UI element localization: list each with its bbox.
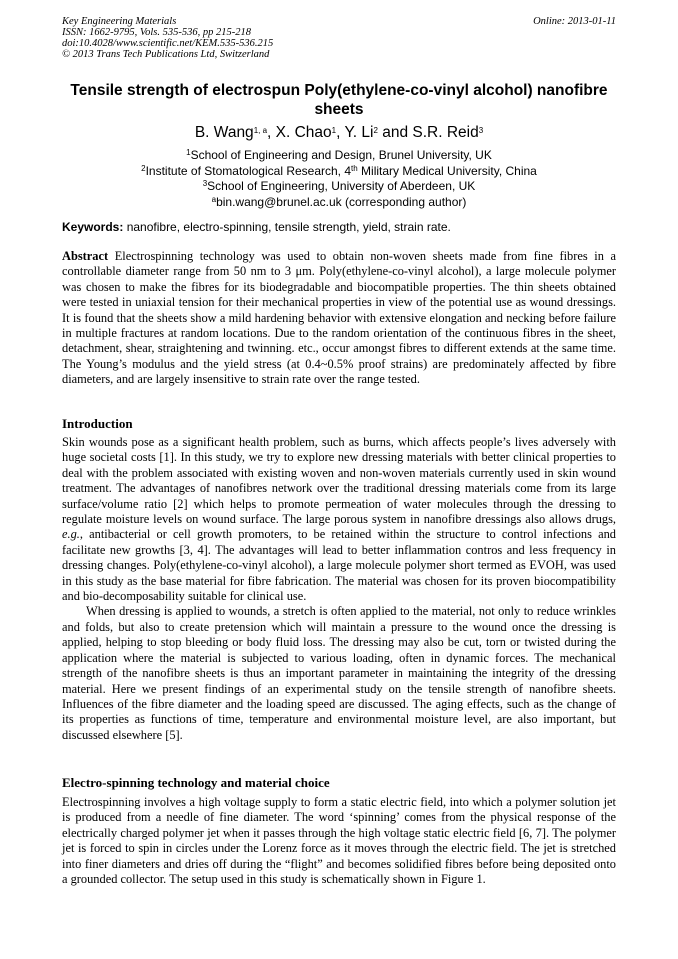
affiliation-sup: 2 (141, 163, 146, 173)
affiliations (62, 148, 616, 210)
electrospinning-body (62, 795, 616, 887)
affiliation-sup: 3 (202, 179, 208, 188)
author-name: B. Wang (194, 124, 254, 141)
online-date: Online: 2013-01-11 (533, 16, 616, 27)
paragraph-italic: e.g. (62, 527, 80, 542)
affiliation-2 (62, 164, 616, 180)
author-sup: 1 (331, 126, 337, 135)
author-name: and S.R. Reid (377, 124, 479, 141)
affiliation-3 (62, 179, 616, 195)
abstract-label: Abstract (62, 249, 109, 263)
corresponding-email (62, 195, 616, 211)
paragraph-text: , antibacterial or cell growth promoters, to be retained within the structure to control infections and facilitate new growths [3, 4]. The advantages will lead to better inflammation contros and less frequency in dressing changes. Poly(ethylene-co-vinyl alcohol), a large molecule polymer short termed as EVOH, was used in this study as the base material for fibre fabrication. The material was chosen for its proven biocompatibility and bio-decomposability suitable for clinical use. (62, 527, 616, 604)
affiliation-text: Institute of Stomatological Research, 4 (145, 163, 352, 178)
paragraph (62, 435, 616, 604)
affiliation-text: Military Medical University, China (357, 163, 537, 178)
issn-line: ISSN: 1662-9795, Vols. 535-536, pp 215-218 (62, 27, 251, 38)
affiliation-sup: 1 (186, 148, 191, 157)
paper-title: Tensile strength of electrospun Poly(ethylene-co-vinyl alcohol) nanofibre sheets (70, 82, 608, 118)
affiliation-1 (62, 148, 616, 164)
author-sup: 1, a (253, 126, 268, 135)
abstract-text: Electrospinning technology was used to obtain non-woven sheets made from fine fibres in a controllable diameter range from 50 nm to 3 μm. Poly(ethylene-co-vinyl alcohol), a large molecule polymer was chosen to make the fibres for its biodegradable and biocompatible properties. The thin sheets obtained were tested in uniaxial tension for their mechanical properties in view of the potential use as wound dressings. It is found that the sheets show a mild hardening behavior with extensive elongation and necking before failure in multiple fractures at random locations. Due to the random orientation of the continuous fibres in the sheet, detachment, shear, straightening and twinning. etc., occur amongst fibres to different extends at the same time. The Young’s modulus and the yield stress (at 0.4~0.5% proof strains) are predominately affected by fibre diameters, and are largely insensitive to strain rate over the range tested. (62, 249, 616, 387)
paragraph-text: Skin wounds pose as a significant health problem, such as burns, which affects people’s lives adversely with huge societal costs [1]. In this study, we try to explore new dressing materials with better clinical properties to deal with the problem associated with existing woven and non-woven materials currently used in skin wound treatment. The advantages of nanofibres network over the traditional dressing materials come from its large surface/volume ratio [2] which helps to promote permeation of water molecules through the dressing to regulate moisture levels on wound surface. The large porous system in nanofibre dressings also allows drugs, (62, 435, 616, 527)
section-heading-introduction: Introduction (62, 416, 133, 431)
introduction-body (62, 435, 616, 743)
paragraph: When dressing is applied to wounds, a stretch is often applied to the material, not only to reduce wrinkles and folds, but also to create pretension which will maintain a pressure to the wound once the dressing is applied, helping to stop bleeding or body fluid loss. The dressing may also be cut, torn or twisted during the application where the material is subjected to various loading, often in dynamic forces. The mechanical strength of the nanofibre sheets is thus an important parameter in maintaining the integrity of the dressing material. Here we present findings of an experimental study on the tensile strength of nanofibre sheets. Influences of the fibre diameter and the loading speed are discussed. The aging effects, such as the change of its properties as functions of time, temperature and environmental moisture level, are also important, but discussed elsewhere [5]. (62, 604, 616, 742)
journal-header (62, 16, 616, 60)
keywords (62, 220, 616, 234)
email-sup: a (211, 194, 217, 204)
doi-line: doi:10.4028/www.scientific.net/KEM.535-536.215 (62, 38, 274, 49)
author-list (62, 124, 616, 142)
affiliation-text: School of Engineering, University of Aberdeen, UK (207, 179, 476, 193)
abstract (62, 249, 616, 388)
author-sup: 2 (373, 126, 378, 135)
email-text: bin.wang@brunel.ac.uk (corresponding author) (216, 194, 467, 209)
affiliation-text: School of Engineering and Design, Brunel University, UK (190, 148, 492, 162)
keywords-text: nanofibre, electro-spinning, tensile strength, yield, strain rate. (123, 220, 451, 234)
section-heading-electrospinning: Electro-spinning technology and material choice (62, 775, 330, 790)
journal-name: Key Engineering Materials (62, 16, 177, 27)
author-name: , X. Chao (267, 124, 332, 141)
keywords-label: Keywords: (62, 220, 124, 234)
paragraph: Electrospinning involves a high voltage supply to form a static electric field, into which a polymer solution jet is produced from a needle of fine diameter. The word ‘spinning’ comes from the physical response of the electrically charged polymer jet when it passes through the high voltage static electric field [6, 7]. The polymer jet is forced to spin in circles under the Lorenz force as it moves through the electric field. The jet is stretched into finer diameters and dries off during the “flight” and becomes solidified fibres before being deposited onto a grounded collector. The setup used in this study is schematically shown in Figure 1. (62, 795, 616, 887)
author-sup: 3 (478, 126, 484, 135)
author-name: , Y. Li (336, 124, 374, 141)
ordinal-sup: th (351, 163, 358, 173)
copyright-line: © 2013 Trans Tech Publications Ltd, Switzerland (62, 49, 270, 60)
